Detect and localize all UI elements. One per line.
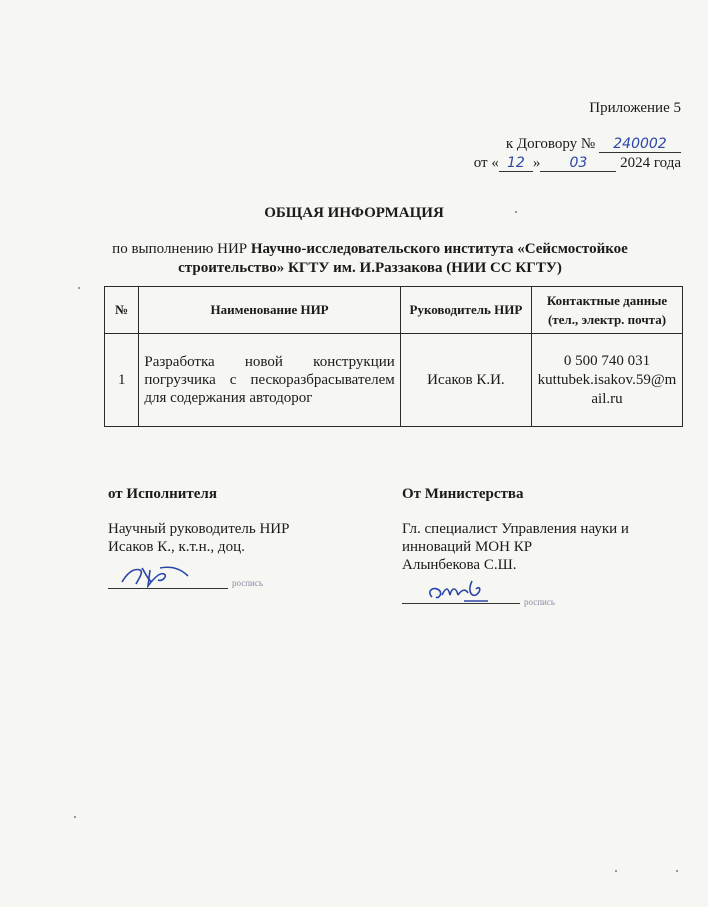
date-month: 03 xyxy=(540,156,616,172)
row-num: 1 xyxy=(105,334,139,427)
ministry-name: Алынбекова С.Ш. xyxy=(402,557,517,573)
ministry-signature-block xyxy=(402,573,520,604)
executor-signature-block xyxy=(108,558,228,589)
ministry-signature-caption: роспись xyxy=(524,597,555,607)
table-row xyxy=(105,334,683,427)
ministry-info xyxy=(402,520,629,574)
contract-reference xyxy=(506,136,681,153)
subtitle-prefix: по выполнению НИР xyxy=(112,241,251,257)
contract-date xyxy=(474,155,681,172)
row-supervisor: Исаков К.И. xyxy=(400,334,531,427)
header-contacts: Контактные данные (тел., электр. почта) xyxy=(532,287,683,334)
executor-heading: от Исполнителя xyxy=(108,486,217,502)
contract-prefix: к Договору № xyxy=(505,136,596,152)
ministry-role: Гл. специалист Управления науки и xyxy=(402,521,629,537)
executor-signature-caption: роспись xyxy=(232,578,263,588)
date-prefix: от « xyxy=(473,155,499,171)
header-supervisor: Руководитель НИР xyxy=(400,287,531,334)
contact-email: kuttubek.isakov.59@mail.ru xyxy=(537,371,677,407)
header-num: № xyxy=(105,287,139,334)
date-year: 2024 года xyxy=(620,155,681,171)
scan-speck xyxy=(676,870,678,872)
subtitle-org-line1: Научно-исследовательского института «Сейсмостойкое xyxy=(250,241,628,257)
research-info-table xyxy=(104,286,683,427)
date-separator: » xyxy=(532,155,541,171)
date-day: 12 xyxy=(499,156,533,172)
ministry-signature-icon xyxy=(422,577,502,607)
scan-speck xyxy=(615,870,617,872)
executor-signature-icon xyxy=(118,560,198,590)
header-name: Наименование НИР xyxy=(139,287,400,334)
appendix-label: Приложение 5 xyxy=(589,100,681,116)
scan-speck xyxy=(515,211,517,213)
row-contacts xyxy=(532,334,683,427)
contact-phone: 0 500 740 031 xyxy=(563,352,651,369)
page-title: ОБЩАЯ ИНФОРМАЦИЯ xyxy=(264,205,444,221)
ministry-department: инноваций МОН КР xyxy=(402,539,533,555)
page-subtitle xyxy=(60,240,680,278)
scan-speck xyxy=(78,287,80,289)
executor-role: Научный руководитель НИР xyxy=(108,521,290,537)
scan-speck xyxy=(74,816,76,818)
subtitle-org-line2: строительство» КГТУ им. И.Раззакова (НИИ СС КГТУ) xyxy=(178,260,562,276)
ministry-heading: От Министерства xyxy=(402,486,524,502)
executor-info xyxy=(108,520,290,556)
table-header-row xyxy=(105,287,683,334)
executor-name: Исаков К., к.т.н., доц. xyxy=(108,539,245,555)
row-name: Разработка новой конструкции погрузчика с пескоразбрасывателем для содержания автодорог xyxy=(139,334,400,427)
contract-number: 240002 xyxy=(599,137,681,153)
